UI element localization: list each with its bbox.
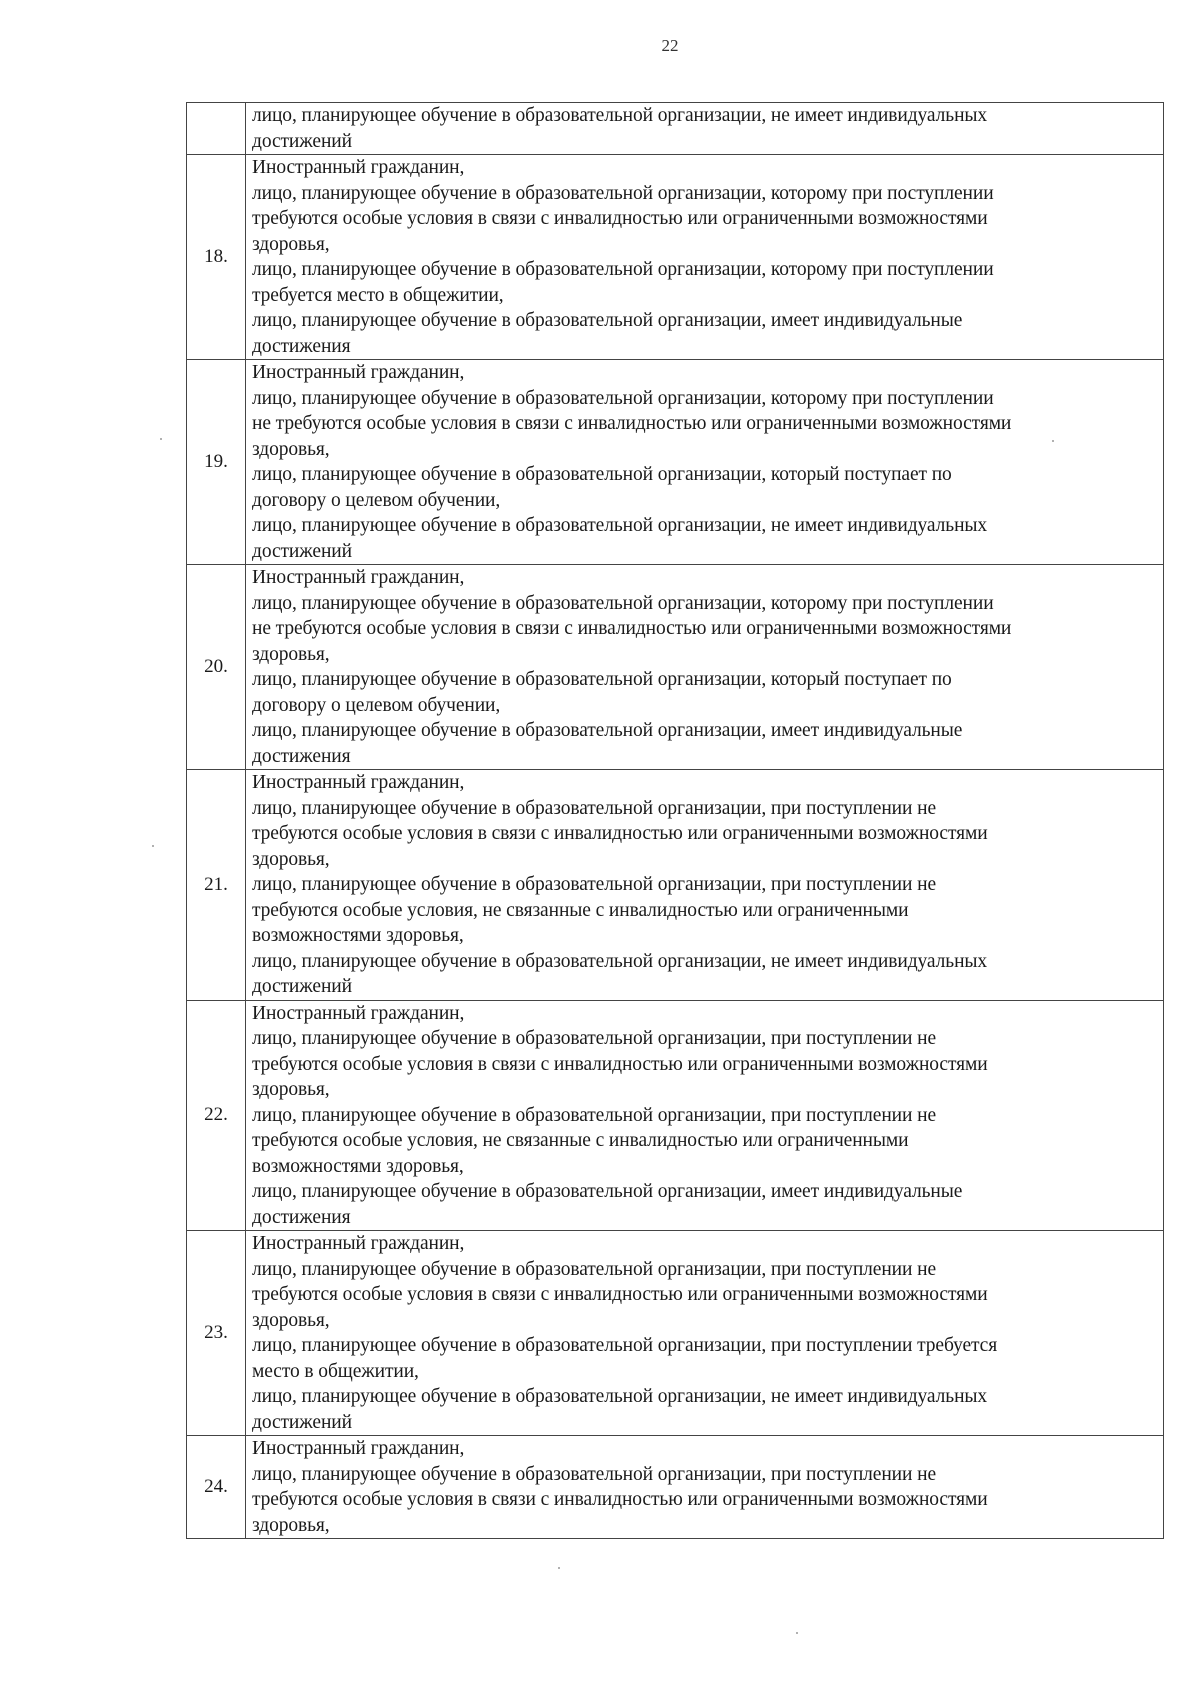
description-line: здоровья, [252,643,330,665]
description-line: достижения [252,335,351,357]
description-line: лицо, планирующее обучение в образовательной организации, которому при поступлении [252,592,994,614]
page-number: 22 [661,36,679,55]
description-line: требуются особые условия в связи с инвалидностью или ограниченными возможностями [252,1284,988,1305]
scan-speck [152,845,154,847]
description-line: достижений [252,976,352,997]
description-line: здоровья, [252,1309,330,1331]
table-row [187,155,1164,360]
description-line: лицо, планирующее обучение в образовательной организации, который поступает по [252,669,952,690]
description-line: достижения [252,745,351,767]
scan-speck [558,1567,560,1569]
table-row [187,770,1164,1001]
row-number: 22. [187,1000,246,1231]
description-line: требуются особые условия, не связанные с инвалидностью или ограниченными [252,1130,909,1151]
row-description [246,1231,1164,1436]
description-line: Иностранный гражданин, [252,772,465,793]
table-row [187,103,1164,155]
description-line: Иностранный гражданин, [252,1002,465,1024]
description-line: Иностранный гражданин, [252,1233,465,1254]
description-line: договору о целевом обучении, [252,694,501,716]
description-line: лицо, планирующее обучение в образовательной организации, при поступлении не [252,1104,937,1126]
row-description [246,1000,1164,1231]
description-line: лицо, планирующее обучение в образовательной организации, при поступлении не [252,1463,937,1485]
description-line: достижения [252,1206,351,1228]
description-line: достижений [252,540,352,562]
description-line: лицо, планирующее обучение в образовательной организации, которому при поступлении [252,259,994,280]
description-line: требуются особые условия в связи с инвалидностью или ограниченными возможностями [252,208,988,229]
row-description [246,565,1164,770]
description-line: лицо, планирующее обучение в образовательной организации, при поступлении не [252,1028,937,1049]
description-line: здоровья, [252,848,330,870]
row-description [246,155,1164,360]
description-line: здоровья, [252,233,330,255]
description-line: лицо, планирующее обучение в образовательной организации, которому при поступлении [252,387,994,409]
description-line: возможностями здоровья, [252,925,464,946]
description-line: лицо, планирующее обучение в образовательной организации, не имеет индивидуальных [252,515,988,536]
table-row [187,360,1164,565]
description-line: лицо, планирующее обучение в образовательной организации, не имеет индивидуальных [252,1386,988,1407]
description-line: Иностранный гражданин, [252,1438,465,1459]
row-description [246,1436,1164,1539]
table-row [187,1000,1164,1231]
description-line: достижений [252,130,352,152]
scan-speck [1052,440,1054,442]
description-line: требуется место в общежитии, [252,284,504,306]
description-line: лицо, планирующее обучение в образовательной организации, при поступлении не [252,1258,937,1280]
description-line: требуются особые условия в связи с инвалидностью или ограниченными возможностями [252,823,988,844]
table-row [187,1231,1164,1436]
description-line: лицо, планирующее обучение в образовательной организации, при поступлении не [252,797,937,819]
description-line: место в общежитии, [252,1360,419,1382]
row-description [246,103,1164,155]
description-line: возможностями здоровья, [252,1155,464,1177]
description-line: Иностранный гражданин, [252,157,465,178]
row-number: 18. [187,155,246,360]
description-line: лицо, планирующее обучение в образовательной организации, не имеет индивидуальных [252,950,988,972]
row-number: 21. [187,770,246,1001]
description-line: лицо, планирующее обучение в образовательной организации, при поступлении требуется [252,1335,998,1356]
description-line: здоровья, [252,438,330,460]
description-line: не требуются особые условия в связи с инвалидностью или ограниченными возможностями [252,618,1012,639]
table-row [187,1436,1164,1539]
criteria-table-body [187,103,1164,1539]
row-number [187,103,246,155]
description-line: лицо, планирующее обучение в образовательной организации, которому при поступлении [252,182,994,204]
description-line: договору о целевом обучении, [252,489,501,511]
description-line: требуются особые условия, не связанные с инвалидностью или ограниченными [252,899,909,921]
row-description [246,770,1164,1001]
description-line: не требуются особые условия в связи с инвалидностью или ограниченными возможностями [252,413,1012,434]
description-line: достижений [252,1411,352,1433]
description-line: требуются особые условия в связи с инвалидностью или ограниченными возможностями [252,1489,988,1510]
row-number: 20. [187,565,246,770]
description-line: лицо, планирующее обучение в образовательной организации, при поступлении не [252,874,937,895]
row-number: 19. [187,360,246,565]
row-number: 23. [187,1231,246,1436]
description-line: лицо, планирующее обучение в образовательной организации, имеет индивидуальные [252,310,963,331]
scan-speck [796,1632,798,1634]
row-number: 24. [187,1436,246,1539]
description-line: лицо, планирующее обучение в образовательной организации, который поступает по [252,464,952,485]
table-row [187,565,1164,770]
description-line: требуются особые условия в связи с инвалидностью или ограниченными возможностями [252,1053,988,1075]
description-line: Иностранный гражданин, [252,567,465,588]
description-line: Иностранный гражданин, [252,362,465,383]
row-description [246,360,1164,565]
description-line: лицо, планирующее обучение в образовательной организации, имеет индивидуальные [252,720,963,741]
description-line: лицо, планирующее обучение в образовательной организации, имеет индивидуальные [252,1181,963,1202]
scan-speck [160,438,162,440]
criteria-table [186,102,1164,1539]
description-line: лицо, планирующее обучение в образовательной организации, не имеет индивидуальных [252,105,988,126]
description-line: здоровья, [252,1514,330,1536]
description-line: здоровья, [252,1079,330,1100]
